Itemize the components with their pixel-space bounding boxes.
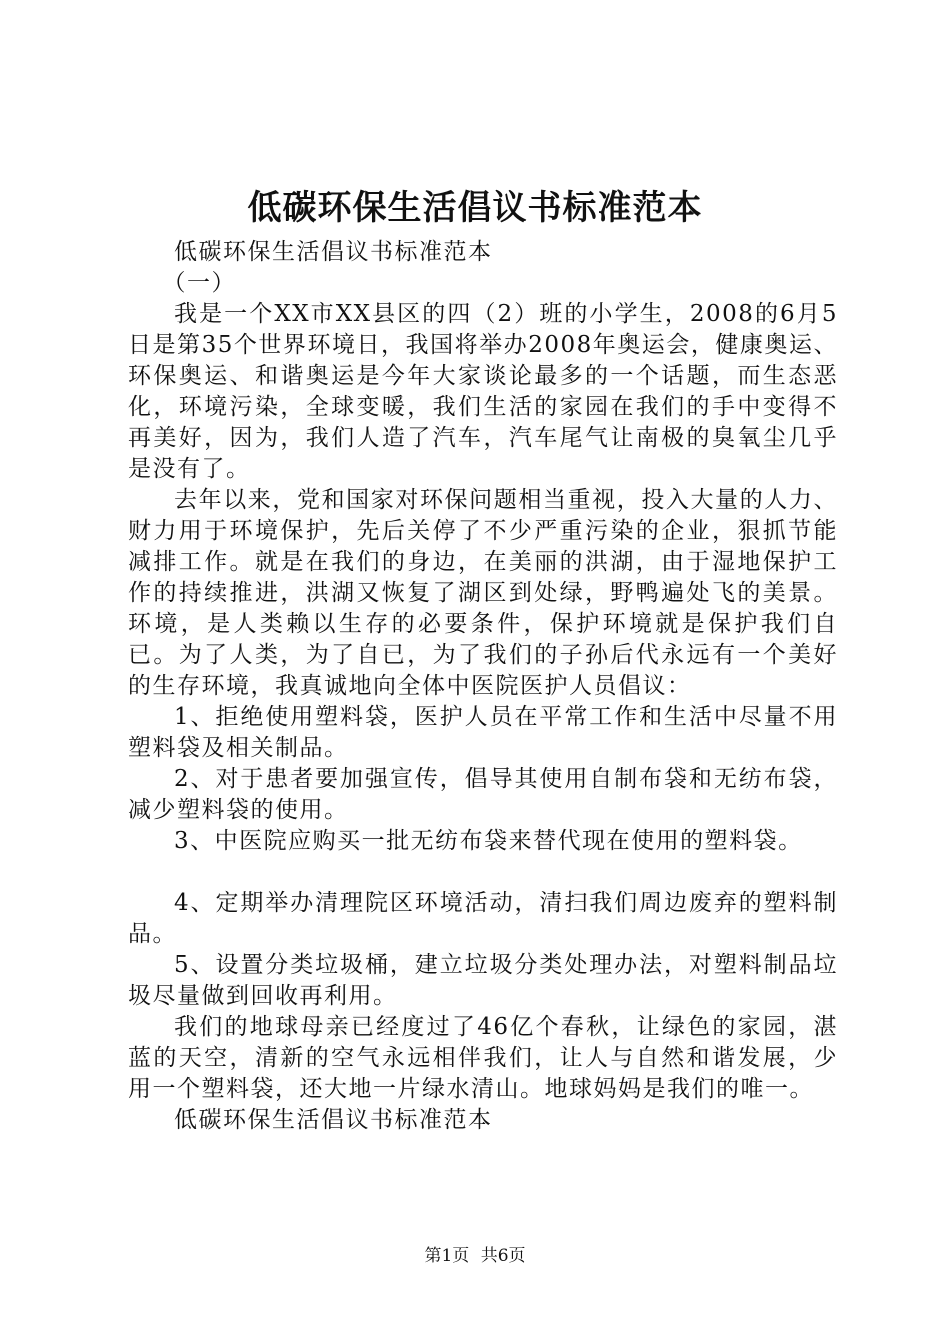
paragraph-section-number: （一） — [162, 270, 236, 296]
page-number: 第1页 — [424, 1246, 470, 1266]
paragraph-next-title: 低碳环保生活倡议书标准范本 — [174, 1107, 493, 1133]
page-footer — [0, 1244, 950, 1268]
paragraph-proposal-1: 1、拒绝使用塑料袋，医护人员在平常工作和生活中尽量不用塑料袋及相关制品。 — [128, 704, 838, 761]
paragraph-subtitle: 低碳环保生活倡议书标准范本 — [174, 239, 493, 265]
document-title: 低碳环保生活倡议书标准范本 — [247, 188, 703, 228]
paragraph-proposal-5: 5、设置分类垃圾桶，建立垃圾分类处理办法，对塑料制品垃圾尽量做到回收再利用。 — [128, 952, 838, 1009]
paragraph-closing: 我们的地球母亲已经度过了46亿个春秋，让绿色的家园，湛蓝的天空，清新的空气永远相伴我们，让人与自然和谐发展，少用一个塑料袋，还大地一片绿水清山。地球妈妈是我们的唯一。 — [128, 1014, 838, 1102]
paragraph-proposal-2: 2、对于患者要加强宣传，倡导其使用自制布袋和无纺布袋，减少塑料袋的使用。 — [128, 766, 838, 823]
paragraph-background: 去年以来，党和国家对环保问题相当重视，投入大量的人力、财力用于环境保护，先后关停了不少严重污染的企业，狠抓节能减排工作。就是在我们的身边，在美丽的洪湖，由于湿地保护工作的持续推进，洪湖又恢复了湖区到处绿，野鸭遍处飞的美景。环境，是人类赖以生存的必要条件，保护环境就是保护我们自已。为了人类，为了自已，为了我们的子孙后代永远有一个美好的生存环境，我真诚地向全体中医院医护人员倡议： — [128, 487, 838, 699]
paragraph-intro: 我是一个XX市XX县区的四（2）班的小学生，2008的6月5日是第35个世界环境日，我国将举办2008年奥运会，健康奥运、环保奥运、和谐奥运是今年大家谈论最多的一个话题，而生态恶化，环境污染，全球变暖，我们生活的家园在我们的手中变得不再美好，因为，我们人造了汽车，汽车尾气让南极的臭氧尘几乎是没有了。 — [128, 301, 838, 482]
page-total: 共6页 — [480, 1246, 526, 1266]
document-body — [128, 237, 838, 1136]
paragraph-proposal-3: 3、中医院应购买一批无纺布袋来替代现在使用的塑料袋。 — [174, 828, 803, 854]
paragraph-proposal-4: 4、定期举办清理院区环境活动，清扫我们周边废弃的塑料制品。 — [128, 890, 838, 947]
